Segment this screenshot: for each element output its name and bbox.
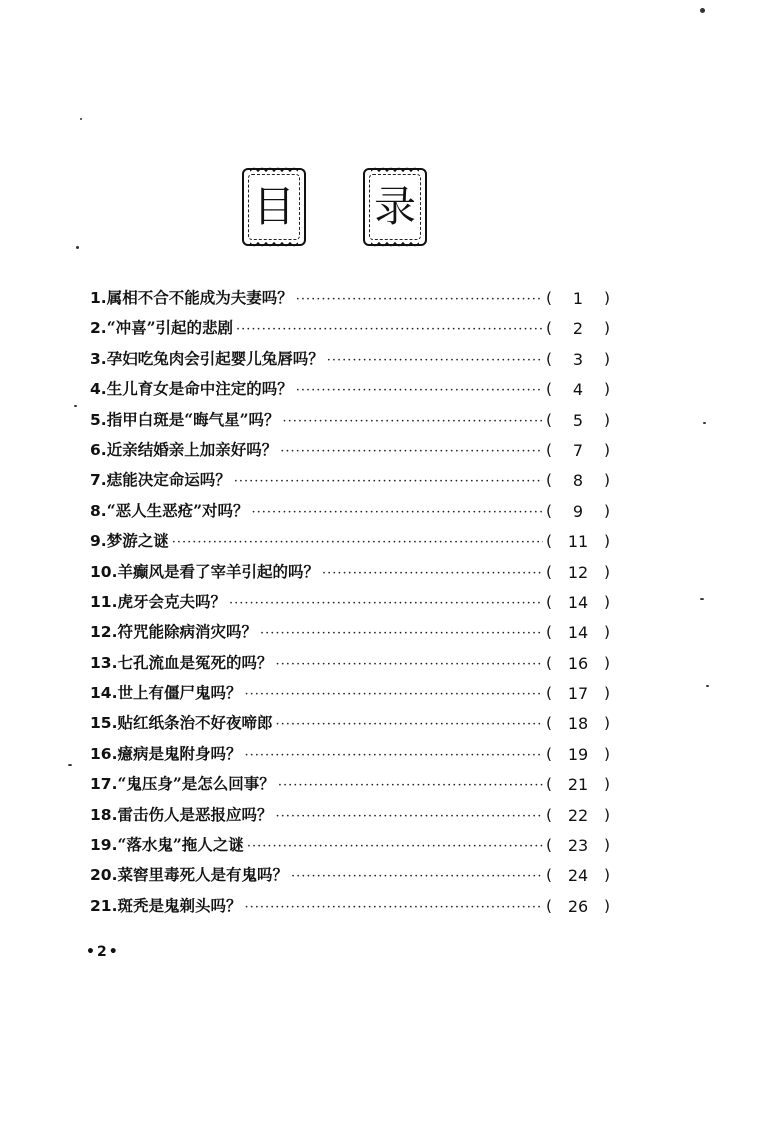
toc-entry — [90, 377, 610, 407]
leader-dots — [296, 383, 543, 398]
toc-entry-page — [546, 745, 610, 764]
paren-open: ( — [546, 289, 553, 307]
paren-open: ( — [546, 623, 553, 642]
toc-entry — [90, 499, 610, 529]
leader-dots — [275, 657, 543, 672]
title-char-lu: 录 — [373, 182, 416, 231]
ornament-border-icon — [371, 242, 419, 248]
toc-entry-title: 癔病是鬼附身吗？ — [117, 743, 242, 763]
leader-dots — [275, 809, 543, 824]
page-ref: 7 — [572, 440, 584, 460]
page-ref: 5 — [572, 410, 584, 430]
toc-entry — [90, 681, 610, 711]
leader-dots — [327, 353, 543, 368]
paren-open: ( — [546, 319, 553, 338]
paren-close: ) — [603, 714, 610, 733]
page-ref: 26 — [567, 896, 589, 916]
toc-entry — [90, 468, 610, 498]
toc-entry-number: 19. — [90, 836, 118, 855]
toc-entry-page — [546, 684, 610, 703]
paren-close: ) — [603, 836, 610, 855]
toc-entry-title: “冲喜”引起的悲剧 — [106, 318, 234, 338]
toc-entry-page — [546, 714, 610, 733]
leader-dots — [280, 444, 543, 459]
toc-entry-title: “恶人生恶疮”对吗？ — [106, 500, 249, 520]
page-ref: 2 — [572, 319, 584, 339]
toc-entry-number: 7. — [90, 471, 107, 490]
paren-close: ) — [603, 380, 610, 399]
page-number: •2• — [86, 944, 120, 960]
toc-entry-number: 18. — [90, 805, 118, 824]
paren-open: ( — [546, 562, 553, 581]
paren-close: ) — [603, 805, 610, 824]
paren-close: ) — [603, 896, 610, 915]
toc-entry-title: 斑秃是鬼剃头吗？ — [117, 895, 242, 915]
paren-open: ( — [546, 775, 553, 794]
paren-close: ) — [603, 684, 610, 703]
toc-entry-title: 虎牙会克夫吗？ — [117, 591, 226, 611]
toc-entry-page — [546, 836, 610, 855]
paren-close: ) — [603, 592, 610, 611]
page-ref: 14 — [567, 592, 589, 612]
toc-entry-number: 16. — [90, 744, 118, 763]
toc-entry-page — [546, 411, 610, 430]
toc-entry-title: 近亲结婚亲上加亲好吗？ — [106, 439, 278, 459]
toc-entry-title: 痣能决定命运吗？ — [106, 470, 231, 490]
toc-entry-title: 雷击伤人是恶报应吗？ — [117, 804, 273, 824]
toc-entry — [90, 620, 610, 650]
page-ref: 8 — [572, 471, 584, 491]
toc-entry-number: 3. — [90, 349, 107, 368]
toc-entry-page — [546, 350, 610, 369]
toc-entry-title: 孕妇吃兔肉会引起婴儿兔唇吗？ — [106, 348, 324, 368]
scan-speck — [700, 8, 705, 13]
toc-entry — [90, 833, 610, 863]
toc-entry — [90, 772, 610, 802]
leader-dots — [322, 566, 543, 581]
toc-entry — [90, 408, 610, 438]
toc-entry-title: 羊癫风是看了宰羊引起的吗？ — [117, 561, 319, 581]
title-frame-right — [363, 168, 427, 246]
paren-close: ) — [603, 623, 610, 642]
toc-entry — [90, 286, 610, 316]
toc-entry — [90, 560, 610, 590]
toc-entry-page — [546, 593, 610, 612]
table-of-contents — [90, 286, 610, 924]
paren-close: ) — [603, 349, 610, 368]
page-ref: 17 — [567, 684, 589, 704]
toc-entry-number: 14. — [90, 684, 118, 703]
toc-entry — [90, 590, 610, 620]
toc-entry-title: 符咒能除病消灾吗？ — [117, 622, 257, 642]
toc-entry-number: 4. — [90, 380, 107, 399]
toc-entry-page — [546, 319, 610, 338]
paren-open: ( — [546, 501, 553, 520]
leader-dots — [283, 414, 543, 429]
toc-entry-number: 20. — [90, 866, 118, 885]
toc-entry-number: 12. — [90, 623, 118, 642]
page-ref: 21 — [567, 775, 589, 795]
leader-dots — [172, 535, 543, 550]
toc-entry-number: 13. — [90, 653, 118, 672]
leader-dots — [278, 778, 543, 793]
toc-entry-title: “落水鬼”拖人之谜 — [117, 835, 244, 855]
toc-entry-title: 菜窖里毒死人是有鬼吗？ — [117, 865, 288, 885]
scan-speck — [68, 764, 72, 766]
toc-entry-number: 8. — [90, 501, 107, 520]
paren-close: ) — [603, 319, 610, 338]
page-ref: 18 — [567, 714, 589, 734]
toc-entry-page — [546, 289, 610, 308]
page-ref: 16 — [567, 653, 589, 673]
ornament-border-icon — [250, 166, 298, 172]
paren-close: ) — [603, 532, 610, 551]
toc-entry-page — [546, 471, 610, 490]
toc-entry — [90, 651, 610, 681]
page-ref: 19 — [567, 744, 589, 764]
paren-open: ( — [546, 805, 553, 824]
toc-entry-title: 世上有僵尸鬼吗？ — [117, 683, 242, 703]
toc-entry — [90, 529, 610, 559]
toc-entry-number: 10. — [90, 562, 118, 581]
page-ref: 3 — [572, 349, 584, 369]
toc-entry-page — [546, 502, 610, 521]
paren-close: ) — [603, 653, 610, 672]
paren-close: ) — [603, 471, 610, 490]
toc-entry — [90, 438, 610, 468]
paren-close: ) — [603, 501, 610, 520]
paren-close: ) — [603, 866, 610, 885]
paren-open: ( — [546, 836, 553, 855]
toc-entry-page — [546, 897, 610, 916]
paren-open: ( — [546, 744, 553, 763]
leader-dots — [275, 717, 543, 732]
toc-title — [0, 168, 777, 250]
leader-dots — [244, 900, 543, 915]
toc-entry-title: 贴红纸条治不好夜啼郎 — [117, 713, 273, 733]
paren-open: ( — [546, 653, 553, 672]
toc-entry-page — [546, 654, 610, 673]
toc-entry-title: 七孔流血是冤死的吗？ — [117, 652, 273, 672]
ornament-border-icon — [371, 166, 419, 172]
paren-open: ( — [546, 410, 553, 429]
toc-entry — [90, 742, 610, 772]
toc-entry-page — [546, 532, 610, 551]
toc-entry-title: 梦游之谜 — [106, 531, 169, 551]
leader-dots — [247, 839, 543, 854]
page-ref: 4 — [572, 380, 584, 400]
title-frame-left — [242, 168, 306, 246]
paren-close: ) — [603, 410, 610, 429]
page-ref: 22 — [567, 805, 589, 825]
paren-close: ) — [603, 775, 610, 794]
toc-entry-number: 6. — [90, 440, 107, 459]
toc-entry-page — [546, 623, 610, 642]
paren-close: ) — [603, 744, 610, 763]
toc-entry — [90, 894, 610, 924]
title-char-mu: 目 — [252, 182, 295, 231]
toc-entry-title: “鬼压身”是怎么回事？ — [117, 774, 275, 794]
scan-speck — [80, 118, 82, 120]
toc-entry-number: 5. — [90, 410, 107, 429]
leader-dots — [234, 474, 543, 489]
toc-entry-page — [546, 563, 610, 582]
toc-entry-page — [546, 380, 610, 399]
scan-speck — [703, 422, 706, 424]
page-ref: 23 — [567, 836, 589, 856]
paren-open: ( — [546, 714, 553, 733]
paren-open: ( — [546, 471, 553, 490]
toc-entry — [90, 711, 610, 741]
paren-close: ) — [603, 562, 610, 581]
paren-open: ( — [546, 380, 553, 399]
scan-speck — [706, 685, 709, 687]
page-ref: 11 — [567, 532, 589, 552]
leader-dots — [244, 687, 543, 702]
leader-dots — [291, 869, 543, 884]
paren-open: ( — [546, 532, 553, 551]
toc-entry — [90, 863, 610, 893]
paren-open: ( — [546, 866, 553, 885]
page-ref: 12 — [567, 562, 589, 582]
toc-entry-title: 生儿育女是命中注定的吗？ — [106, 379, 293, 399]
ornament-border-icon — [250, 242, 298, 248]
toc-entry-page — [546, 775, 610, 794]
toc-entry-number: 2. — [90, 319, 107, 338]
paren-open: ( — [546, 440, 553, 459]
page-ref: 1 — [572, 289, 584, 308]
scan-speck — [700, 598, 704, 600]
paren-close: ) — [603, 289, 610, 307]
toc-entry — [90, 803, 610, 833]
toc-entry-page — [546, 866, 610, 885]
paren-open: ( — [546, 684, 553, 703]
toc-entry-title: 指甲白斑是“晦气星”吗？ — [106, 409, 280, 429]
leader-dots — [244, 748, 543, 763]
page-ref: 24 — [567, 866, 589, 886]
leader-dots — [260, 626, 543, 641]
toc-entry-page — [546, 441, 610, 460]
leader-dots — [229, 596, 543, 611]
paren-open: ( — [546, 592, 553, 611]
scan-speck — [74, 405, 77, 407]
page-ref: 14 — [567, 623, 589, 643]
toc-entry — [90, 347, 610, 377]
paren-close: ) — [603, 440, 610, 459]
toc-entry-page — [546, 806, 610, 825]
toc-entry-number: 11. — [90, 592, 118, 611]
leader-dots — [252, 505, 543, 520]
paren-open: ( — [546, 896, 553, 915]
toc-entry-number: 1. — [90, 289, 107, 307]
toc-entry-title: 属相不合不能成为夫妻吗？ — [106, 288, 293, 307]
leader-dots — [236, 322, 543, 337]
scan-speck — [76, 246, 79, 249]
page-ref: 9 — [572, 501, 584, 521]
toc-entry-number: 15. — [90, 714, 118, 733]
leader-dots — [296, 292, 543, 307]
toc-entry-number: 9. — [90, 532, 107, 551]
toc-entry-number: 17. — [90, 775, 118, 794]
toc-entry-number: 21. — [90, 896, 118, 915]
toc-entry — [90, 316, 610, 346]
paren-open: ( — [546, 349, 553, 368]
